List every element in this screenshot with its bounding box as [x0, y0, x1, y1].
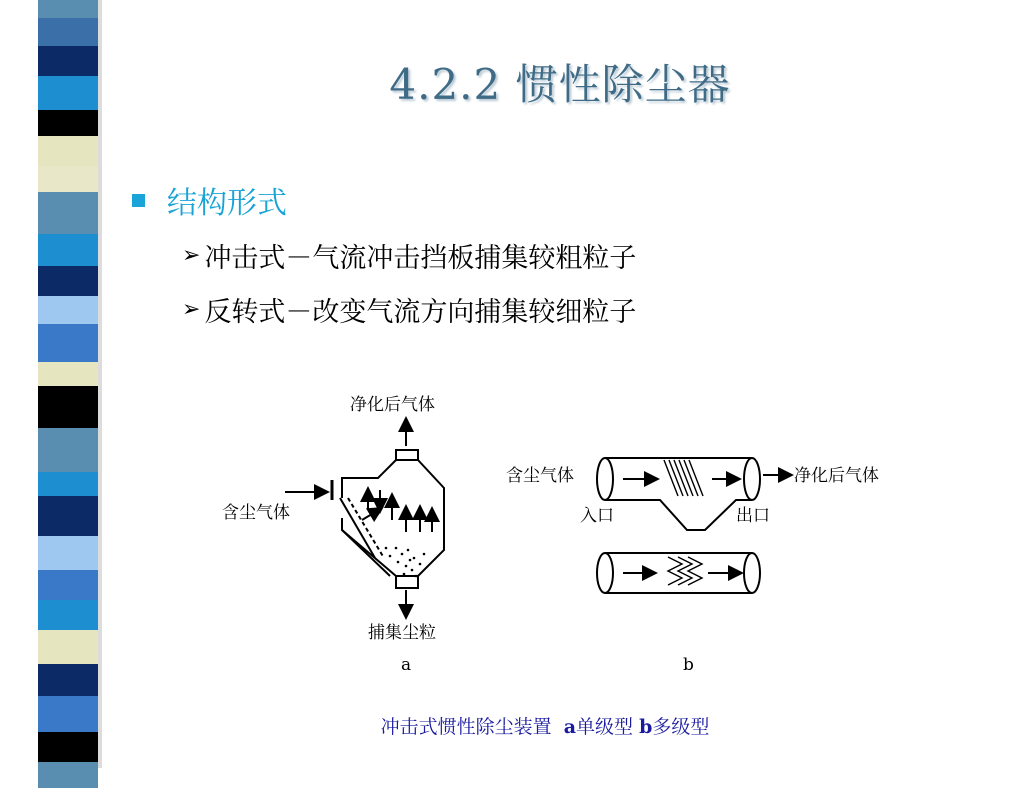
louver-plates: [664, 460, 703, 496]
bottom-nozzle: [396, 576, 418, 588]
diagram-a: [222, 395, 444, 675]
inertial-separator-figure: [200, 380, 920, 680]
outlet-gas-label: 净化后气体: [350, 395, 435, 415]
caption-b-letter: b: [639, 716, 653, 738]
caption-b-text: 多级型: [652, 716, 710, 738]
top-nozzle: [396, 450, 418, 460]
panel-a-label: a: [401, 655, 412, 675]
diagram-b: [506, 458, 879, 675]
strip-shadow: [98, 0, 102, 768]
collected-dust-label: 捕集尘粒: [368, 623, 436, 643]
baffle-plate: [340, 498, 375, 558]
slide-title: 4.2.2 惯性除尘器: [389, 60, 731, 109]
inlet-gas-label: 含尘气体: [222, 503, 290, 523]
caption-a-letter: a: [563, 716, 577, 738]
upper-pipe: [605, 458, 752, 530]
arrow-bullet-icon: ➢: [182, 297, 201, 322]
exit-label: 出口: [736, 506, 770, 526]
caption-prefix: 冲击式惯性除尘装置: [380, 716, 552, 738]
figure-caption: [330, 712, 760, 739]
outlet-gas-label-b: 净化后气体: [794, 466, 879, 486]
panel-b-label: b: [683, 655, 694, 675]
zigzag-baffles: [668, 557, 702, 585]
caption-a-text: 单级型: [576, 716, 634, 738]
sub-bullet-2: [182, 290, 636, 329]
square-bullet-icon: [132, 194, 145, 207]
sub-bullet-1: [182, 236, 636, 275]
bullet-heading: [132, 178, 287, 222]
arrow-bullet-icon: ➢: [182, 243, 201, 268]
sub-bullet-text: 冲击式－气流冲击挡板捕集较粗粒子: [204, 243, 637, 274]
entrance-label: 入口: [580, 506, 614, 526]
bullet-heading-text: 结构形式: [167, 186, 287, 221]
sub-bullet-text: 反转式－改变气流方向捕集较细粒子: [204, 297, 637, 328]
inlet-gas-label-b: 含尘气体: [506, 466, 574, 486]
decorative-strip: [38, 0, 98, 768]
